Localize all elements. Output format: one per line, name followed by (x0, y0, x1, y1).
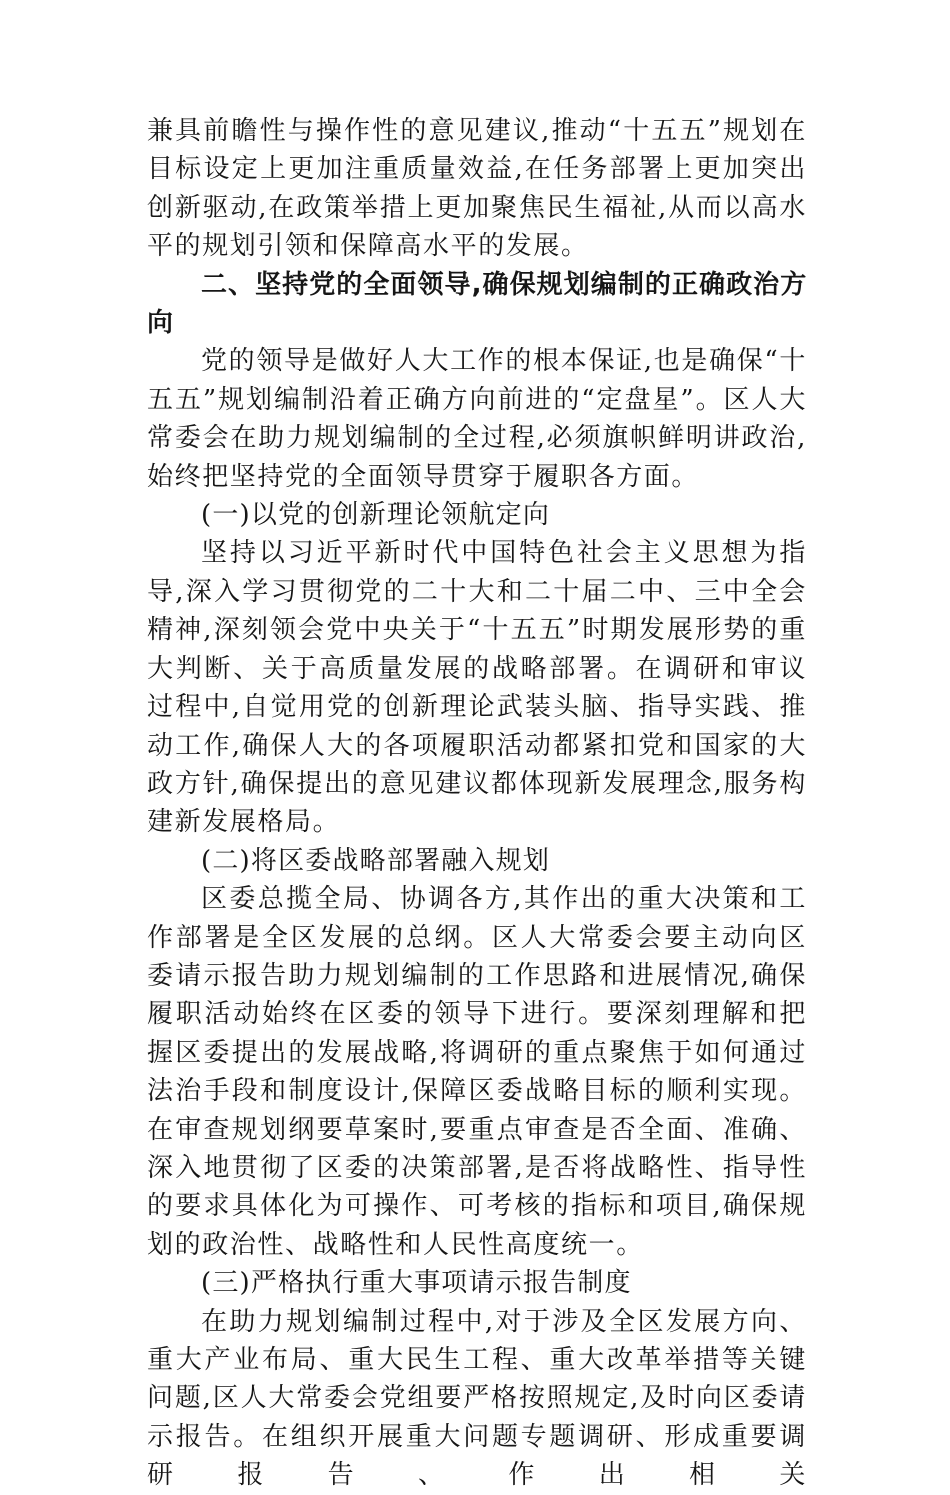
paragraph-innovation-theory (147, 534, 807, 841)
paragraph-district-strategy (147, 880, 807, 1264)
paragraph-text: 兼具前瞻性与操作性的意见建议,推动“十五五”规划在目标设定上更加注重质量效益,在任务部署上更加突出创新驱动,在政策举措上更加聚焦民生福祉,从而以高水平的规划引领和保障高水平的发展。 (147, 116, 807, 262)
paragraph-text: 党的领导是做好人大工作的根本保证,也是确保“十五五”规划编制沿着正确方向前进的“定盘星”。区人大常委会在助力规划编制的全过程,必须旗帜鲜明讲政治,始终把坚持党的全面领导贯穿于履职各方面。 (147, 346, 807, 492)
subheading-2 (147, 842, 807, 880)
document-body (147, 112, 807, 1495)
paragraph-continuation (147, 112, 807, 266)
subheading-text: (三)严格执行重大事项请示报告制度 (201, 1268, 632, 1299)
paragraph-party-leadership (147, 342, 807, 496)
paragraph-reporting-system (147, 1303, 807, 1495)
subheading-1 (147, 496, 807, 534)
paragraph-text: 坚持以习近平新时代中国特色社会主义思想为指导,深入学习贯彻党的二十大和二十届二中、三中全会精神,深刻领会党中央关于“十五五”时期发展形势的重大判断、关于高质量发展的战略部署。在调研和审议过程中,自觉用党的创新理论武装头脑、指导实践、推动工作,确保人大的各项履职活动都紧扣党和国家的大政方针,确保提出的意见建议都体现新发展理念,服务构建新发展格局。 (147, 538, 807, 838)
paragraph-text: 在助力规划编制过程中,对于涉及全区发展方向、重大产业布局、重大民生工程、重大改革举措等关键问题,区人大常委会党组要严格按照规定,及时向区委请示报告。在组织开展重大问题专题调研、形成重要调研报告、作出相关 (147, 1306, 807, 1491)
section-heading-2 (147, 266, 807, 343)
heading-text: 二、坚持党的全面领导,确保规划编制的正确政治方向 (147, 269, 807, 339)
subheading-text: (二)将区委战略部署融入规划 (201, 845, 551, 876)
paragraph-text: 区委总揽全局、协调各方,其作出的重大决策和工作部署是全区发展的总纲。区人大常委会要主动向区委请示报告助力规划编制的工作思路和进展情况,确保履职活动始终在区委的领导下进行。要深刻理解和把握区委提出的发展战略,将调研的重点聚焦于如何通过法治手段和制度设计,保障区委战略目标的顺利实现。在审查规划纲要草案时,要重点审查是否全面、准确、深入地贯彻了区委的决策部署,是否将战略性、指导性的要求具体化为可操作、可考核的指标和项目,确保规划的政治性、战略性和人民性高度统一。 (147, 884, 807, 1260)
subheading-3 (147, 1264, 807, 1302)
subheading-text: (一)以党的创新理论领航定向 (201, 500, 551, 531)
